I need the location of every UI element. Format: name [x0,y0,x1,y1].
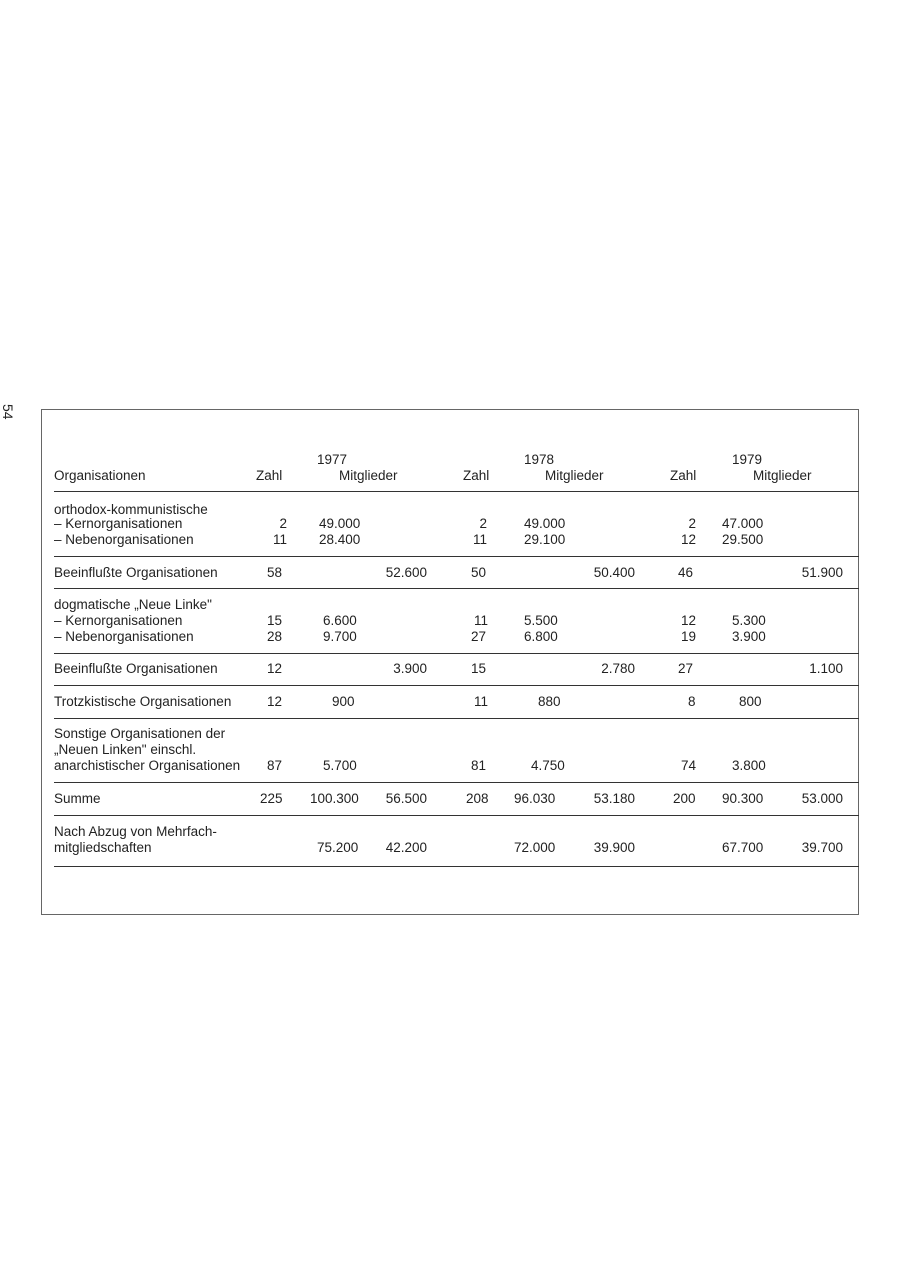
zahl-1979: 2 [688,516,696,531]
zahl-1978: 11 [474,613,489,628]
group-title-dogmatisch: dogmatische „Neue Linke" [54,597,212,612]
mitglieder-1979: 67.700 [722,840,764,855]
row-label: Trotzkistische Organisationen [54,694,232,709]
row-label: mitgliedschaften [54,840,152,855]
row-label: – Nebenorganisationen [54,629,194,644]
divider [54,718,859,719]
zahl-1978: 81 [471,758,487,773]
beeinflusst-1977: 52.600 [385,565,427,580]
mitglieder-1979: 3.800 [732,758,766,773]
row-label: – Kernorganisationen [54,516,183,531]
zahl-1979: 12 [680,532,696,547]
mitglieder-1977: 75.200 [317,840,359,855]
mitglieder-1977: 28.400 [319,532,361,547]
mitglieder-1978: 880 [538,694,561,709]
zahl-1979: 27 [678,661,694,676]
mitglieder-1977: 5.700 [323,758,357,773]
page-number: 54 [0,404,16,420]
divider [54,556,859,557]
zahl-1977: 15 [267,613,283,628]
mitglieder-1978: 96.030 [514,791,556,806]
zahl-1978: 2 [479,516,487,531]
zahl-1978: 27 [471,629,487,644]
mitglieder-1977: 9.700 [323,629,357,644]
mitglieder-1977: 6.600 [323,613,357,628]
divider [54,782,859,783]
zahl-1977: 11 [272,532,287,547]
col-mitglieder-1977: Mitglieder [339,468,398,483]
mitglieder-1977: 900 [332,694,355,709]
mitglieder-1979: 29.500 [722,532,764,547]
beeinflusst-1978: 53.180 [593,791,635,806]
row-label: – Kernorganisationen [54,613,183,628]
year-1979: 1979 [732,452,763,467]
mitglieder-1978: 49.000 [524,516,566,531]
zahl-1977: 2 [279,516,287,531]
beeinflusst-1978: 2.780 [601,661,635,676]
beeinflusst-1979: 51.900 [801,565,843,580]
divider [54,491,859,492]
beeinflusst-1978: 50.400 [593,565,635,580]
beeinflusst-1979: 39.700 [801,840,843,855]
zahl-1979: 8 [688,694,696,709]
zahl-1978: 11 [474,694,489,709]
zahl-1977: 58 [267,565,283,580]
mitglieder-1978: 6.800 [524,629,558,644]
mitglieder-1979: 90.300 [722,791,764,806]
row-label: Sonstige Organisationen der [54,726,226,741]
row-label: Beeinflußte Organisationen [54,565,218,580]
mitglieder-1977: 49.000 [319,516,361,531]
beeinflusst-1979: 53.000 [801,791,843,806]
divider [54,653,859,654]
beeinflusst-1977: 42.200 [385,840,427,855]
mitglieder-1979: 800 [739,694,762,709]
row-label: anarchistischer Organisationen [54,758,241,773]
row-label: „Neuen Linken" einschl. [54,742,197,757]
mitglieder-1979: 5.300 [732,613,766,628]
zahl-1979: 12 [681,613,697,628]
row-label: Beeinflußte Organisationen [54,661,218,676]
mitglieder-1979: 3.900 [732,629,766,644]
col-mitglieder-1978: Mitglieder [545,468,604,483]
col-mitglieder-1979: Mitglieder [753,468,812,483]
col-zahl-1978: Zahl [463,468,490,483]
zahl-1977: 12 [267,694,283,709]
zahl-1977: 225 [260,791,283,806]
zahl-1979: 74 [681,758,697,773]
col-zahl-1977: Zahl [256,468,283,483]
row-label: Nach Abzug von Mehrfach- [54,824,217,839]
divider [54,588,859,589]
beeinflusst-1979: 1.100 [809,661,843,676]
zahl-1978: 11 [472,532,487,547]
zahl-1979: 200 [673,791,696,806]
divider [54,685,859,686]
zahl-1978: 50 [471,565,487,580]
mitglieder-1977: 100.300 [310,791,359,806]
divider [54,866,859,867]
mitglieder-1978: 72.000 [514,840,556,855]
col-organisationen: Organisationen [54,468,146,483]
zahl-1977: 87 [267,758,283,773]
row-label: – Nebenorganisationen [54,532,194,547]
divider [54,815,859,816]
zahl-1979: 19 [681,629,697,644]
mitglieder-1979: 47.000 [722,516,764,531]
col-zahl-1979: Zahl [670,468,697,483]
beeinflusst-1977: 56.500 [385,791,427,806]
group-title-orthodox: orthodox-kommunistische [54,502,208,517]
zahl-1978: 15 [471,661,487,676]
zahl-1977: 28 [267,629,283,644]
year-1977: 1977 [317,452,348,467]
row-label: Summe [54,791,101,806]
mitglieder-1978: 29.100 [524,532,566,547]
beeinflusst-1978: 39.900 [593,840,635,855]
mitglieder-1978: 4.750 [531,758,565,773]
year-1978: 1978 [524,452,555,467]
zahl-1977: 12 [267,661,283,676]
mitglieder-1978: 5.500 [524,613,558,628]
zahl-1978: 208 [466,791,489,806]
zahl-1979: 46 [678,565,694,580]
statistics-table [41,409,859,915]
beeinflusst-1977: 3.900 [393,661,427,676]
